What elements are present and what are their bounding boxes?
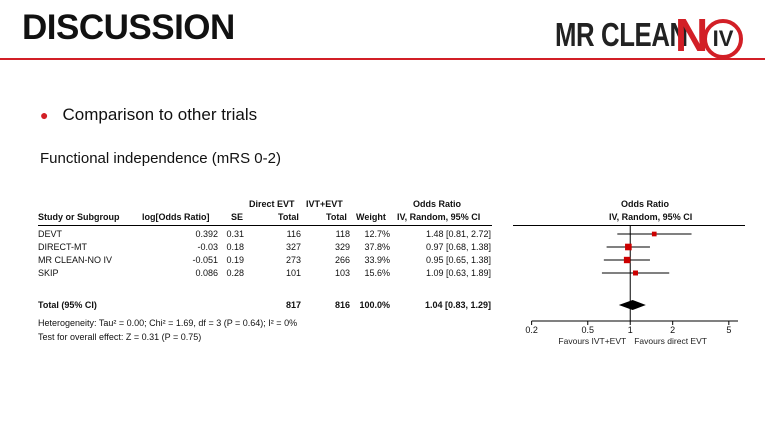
- col-ci-right: IV, Random, 95% CI: [609, 212, 693, 222]
- row-ci: 1.09 [0.63, 1.89]: [425, 268, 491, 278]
- total-ci: 1.04 [0.83, 1.29]: [424, 300, 491, 310]
- bullet-icon: ●: [40, 107, 49, 123]
- row-total-2: 329: [334, 242, 350, 252]
- slide-title: DISCUSSION: [22, 8, 235, 47]
- bullet-text: Comparison to other trials: [62, 105, 258, 124]
- study-marker: [625, 244, 632, 251]
- row-log-or: -0.03: [197, 242, 218, 252]
- row-ci: 0.95 [0.65, 1.38]: [425, 255, 491, 265]
- row-se: 0.19: [226, 255, 244, 265]
- row-total-2: 266: [334, 255, 350, 265]
- heterogeneity-text: Heterogeneity: Tau² = 0.00; Chi² = 1.69, df = 3 (P = 0.64); I² = 0%: [38, 318, 298, 328]
- row-study: SKIP: [38, 268, 59, 278]
- col-se: SE: [231, 212, 244, 222]
- row-ci: 1.48 [0.81, 2.72]: [425, 229, 491, 239]
- study-marker: [624, 257, 630, 263]
- study-marker: [652, 232, 657, 237]
- row-total-1: 116: [286, 229, 301, 239]
- col-total-1: Total: [278, 212, 299, 222]
- section-subheading: Functional independence (mRS 0-2): [40, 150, 281, 167]
- study-marker: [633, 271, 638, 276]
- x-tick-label: 5: [726, 325, 732, 335]
- row-weight: 37.8%: [364, 242, 390, 252]
- logo-text: MR CLEAN: [555, 16, 688, 53]
- header-direct-evt: Direct EVT: [249, 199, 295, 209]
- row-se: 0.31: [226, 229, 244, 239]
- row-ci: 0.97 [0.68, 1.38]: [425, 242, 491, 252]
- row-weight: 33.9%: [364, 255, 390, 265]
- header-rule-left: [38, 225, 492, 226]
- col-log-or: log[Odds Ratio]: [142, 212, 210, 222]
- row-study: MR CLEAN-NO IV: [38, 255, 113, 265]
- forest-plot: [502, 225, 752, 360]
- row-se: 0.18: [226, 242, 244, 252]
- x-tick-label: 1: [627, 325, 633, 335]
- row-study: DIRECT-MT: [38, 242, 87, 252]
- total-weight: 100.0%: [359, 300, 390, 310]
- col-study: Study or Subgroup: [38, 212, 120, 222]
- row-total-1: 273: [285, 255, 301, 265]
- row-log-or: 0.392: [195, 229, 218, 239]
- row-total-1: 101: [285, 268, 301, 278]
- total-n-2: 816: [334, 300, 350, 310]
- logo-n: N: [675, 9, 709, 61]
- col-ci-left: IV, Random, 95% CI: [397, 212, 481, 222]
- row-weight: 15.6%: [364, 268, 390, 278]
- mr-clean-no-iv-logo: [555, 9, 750, 66]
- x-tick-label: 0.5: [581, 325, 595, 335]
- overall-effect-text: Test for overall effect: Z = 0.31 (P = 0.75): [38, 332, 202, 342]
- bullet-item: [40, 105, 257, 125]
- pooled-diamond: [619, 300, 646, 310]
- total-n-1: 817: [285, 300, 301, 310]
- row-weight: 12.7%: [364, 229, 390, 239]
- row-total-2: 103: [334, 268, 350, 278]
- row-log-or: 0.086: [195, 268, 218, 278]
- row-total-2: 118: [335, 229, 350, 239]
- total-label: Total (95% CI): [38, 300, 97, 310]
- logo-iv-circle: IV: [703, 19, 743, 59]
- row-total-1: 327: [285, 242, 301, 252]
- row-log-or: -0.051: [192, 255, 218, 265]
- header-odds-ratio-left: Odds Ratio: [413, 199, 462, 209]
- col-weight: Weight: [356, 212, 386, 222]
- row-study: DEVT: [38, 229, 63, 239]
- x-tick-label: 0.2: [525, 325, 538, 335]
- row-se: 0.28: [226, 268, 244, 278]
- x-tick-label: 2: [670, 325, 676, 335]
- header-ivt-evt: IVT+EVT: [306, 199, 343, 209]
- header-odds-ratio-right: Odds Ratio: [621, 199, 670, 209]
- x-axis-label-left: Favours IVT+EVT: [558, 336, 627, 346]
- x-axis-label-right: Favours direct EVT: [634, 336, 707, 346]
- col-total-2: Total: [326, 212, 347, 222]
